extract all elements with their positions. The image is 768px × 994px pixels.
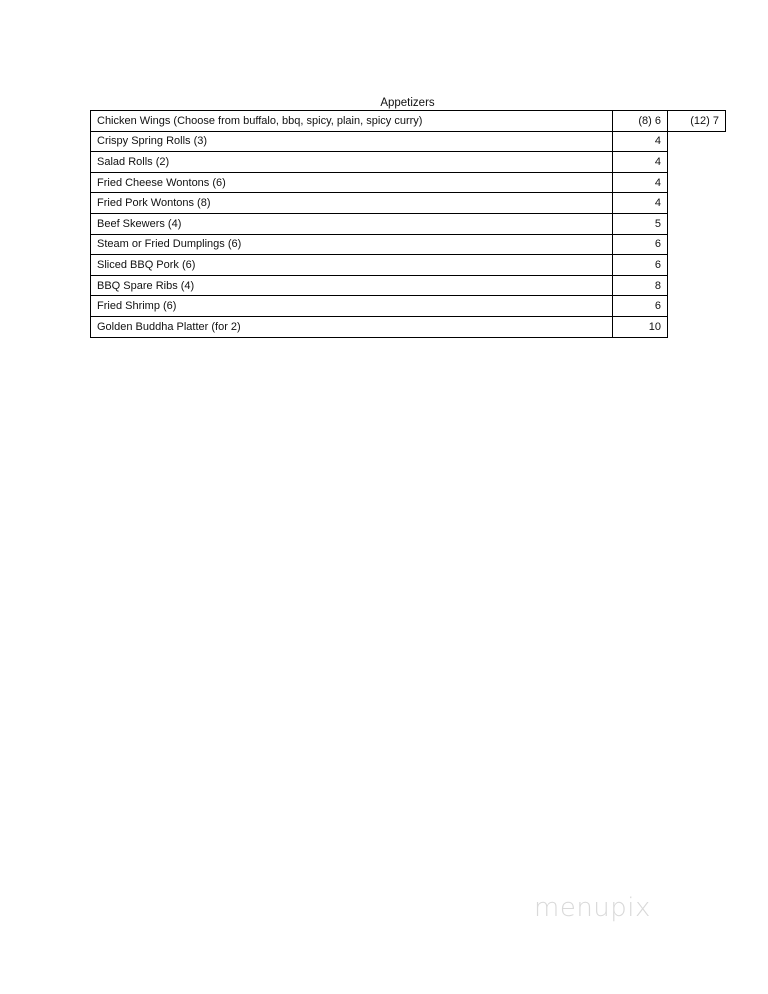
item-name: Sliced BBQ Pork (6) [91, 255, 613, 276]
table-row [91, 172, 726, 193]
item-price: 6 [613, 296, 668, 317]
item-price: 4 [613, 131, 668, 152]
item-name: Crispy Spring Rolls (3) [91, 131, 613, 152]
item-name: Fried Cheese Wontons (6) [91, 172, 613, 193]
table-row [91, 193, 726, 214]
item-price: 10 [613, 316, 668, 337]
item-name: BBQ Spare Ribs (4) [91, 275, 613, 296]
item-price: 4 [613, 152, 668, 173]
item-price: 5 [613, 213, 668, 234]
table-row [91, 131, 726, 152]
item-price: 4 [613, 172, 668, 193]
item-price: (8) 6 [613, 111, 668, 132]
item-price: 6 [613, 234, 668, 255]
item-name: Fried Shrimp (6) [91, 296, 613, 317]
section-title: Appetizers [380, 97, 435, 109]
item-name: Steam or Fried Dumplings (6) [91, 234, 613, 255]
table-row [91, 275, 726, 296]
item-name: Beef Skewers (4) [91, 213, 613, 234]
item-name: Salad Rolls (2) [91, 152, 613, 173]
table-row [91, 111, 726, 132]
item-name: Chicken Wings (Choose from buffalo, bbq, spicy, plain, spicy curry) [91, 111, 613, 132]
item-name: Golden Buddha Platter (for 2) [91, 316, 613, 337]
table-row [91, 213, 726, 234]
menupix-watermark: menupix [534, 893, 651, 923]
appetizers-table [90, 110, 726, 338]
item-price-large: (12) 7 [668, 111, 726, 132]
table-row [91, 152, 726, 173]
item-price: 6 [613, 255, 668, 276]
item-price: 8 [613, 275, 668, 296]
table-row [91, 296, 726, 317]
item-name: Fried Pork Wontons (8) [91, 193, 613, 214]
table-row [91, 255, 726, 276]
table-row [91, 234, 726, 255]
item-price: 4 [613, 193, 668, 214]
table-row [91, 316, 726, 337]
